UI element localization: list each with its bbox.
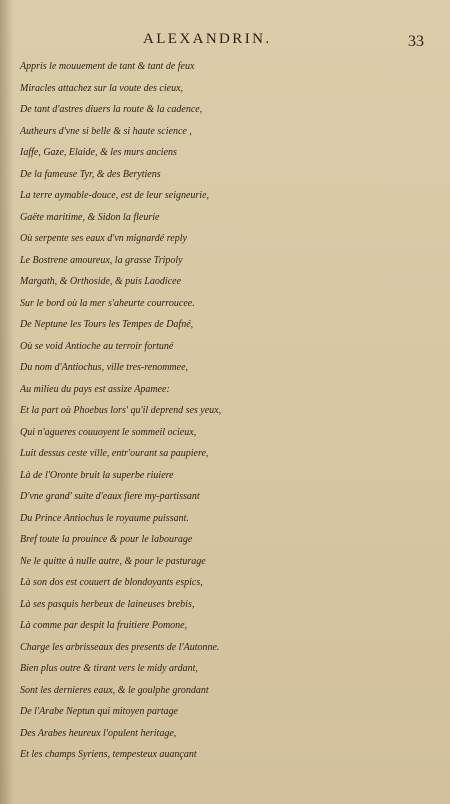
verse-line: Bref toute la prouince & pour le labourage xyxy=(20,534,193,545)
verse-line: Du Prince Antiochus le royaume puissant. xyxy=(20,512,189,524)
verse-line: Où serpente ses eaux d'vn mignardé reply xyxy=(20,233,187,244)
verse-list xyxy=(20,56,450,766)
verse-line: Au milieu du pays est assize Apamee: xyxy=(20,383,170,395)
verse-line: Et la part où Phoebus lors' qu'il deprend ses yeux, xyxy=(20,405,222,416)
verse-line: Iaffe, Gaze, Elaide, & les murs anciens xyxy=(20,147,177,158)
verse-line: De Neptune les Tours les Tempes de Dafné, xyxy=(20,319,194,330)
verse-line: Là son dos est couuert de blondoyants espics, xyxy=(20,577,203,588)
verse-line: Bien plus outre & tirant vers le midy ardant, xyxy=(20,663,198,674)
verse-line: Sont les dernieres eaux, & le goulphe grondant xyxy=(20,684,209,696)
verse-line: Et les champs Syriens, tempesteux auançant xyxy=(20,749,197,760)
page-number: 33 xyxy=(408,33,424,50)
verse-line: Là de l'Oronte bruit la superbe riuiere xyxy=(20,469,174,481)
verse-line: Charge les arbrisseaux des presents de l'Autonne. xyxy=(20,641,220,653)
verse-line: Du nom d'Antiochus, ville tres-renommee, xyxy=(20,362,189,373)
verse-line: Là comme par despit la fruitiere Pomone, xyxy=(20,620,188,631)
verse-line: D'vne grand' suite d'eaux fiere my-partissant xyxy=(20,491,200,502)
verse-line: La terre aymable-douce, est de leur seigneurie, xyxy=(20,190,210,201)
verse-line: Gaëte maritime, & Sidon la fleurie xyxy=(20,211,160,223)
gutter-shadow xyxy=(0,0,14,804)
verse-line: Le Bostrene amoureux, la grasse Tripoly xyxy=(20,254,183,266)
verse-line: Margath, & Orthoside, & puis Laodicee xyxy=(20,276,182,287)
verse-line: Appris le mouuement de tant & tant de feux xyxy=(20,61,195,72)
verse-line: Où se void Antioche au terroir fortuné xyxy=(20,340,174,352)
verse-line: Là ses pasquis herbeux de laineuses brebis, xyxy=(20,598,195,610)
verse-line: De l'Arabe Neptun qui mitoyen partage xyxy=(20,706,178,717)
verse-line: Qui n'agueres couuoyent le sommeil ocieux, xyxy=(20,426,197,438)
running-title: ALEXANDRIN. xyxy=(143,31,272,47)
verse-line: Luit dessus ceste ville, entr'ourant sa paupiere, xyxy=(20,448,209,459)
verse-line: Ne le quitte à nulle autre, & pour le pasturage xyxy=(20,555,206,567)
verse-line: De la fameuse Tyr, & des Berytiens xyxy=(20,168,161,180)
verse-line: Sur le bord où la mer s'aheurte courroucee. xyxy=(20,297,195,309)
verse-line: Miracles attachez sur la voute des cieux, xyxy=(20,82,184,94)
verse-line: De tant d'astres diuers la route & la cadence, xyxy=(20,104,203,115)
verse-line: Des Arabes heureux l'opulent heritage, xyxy=(20,727,177,739)
verse-line: Autheurs d'vne si belle & si haute science , xyxy=(20,125,192,137)
